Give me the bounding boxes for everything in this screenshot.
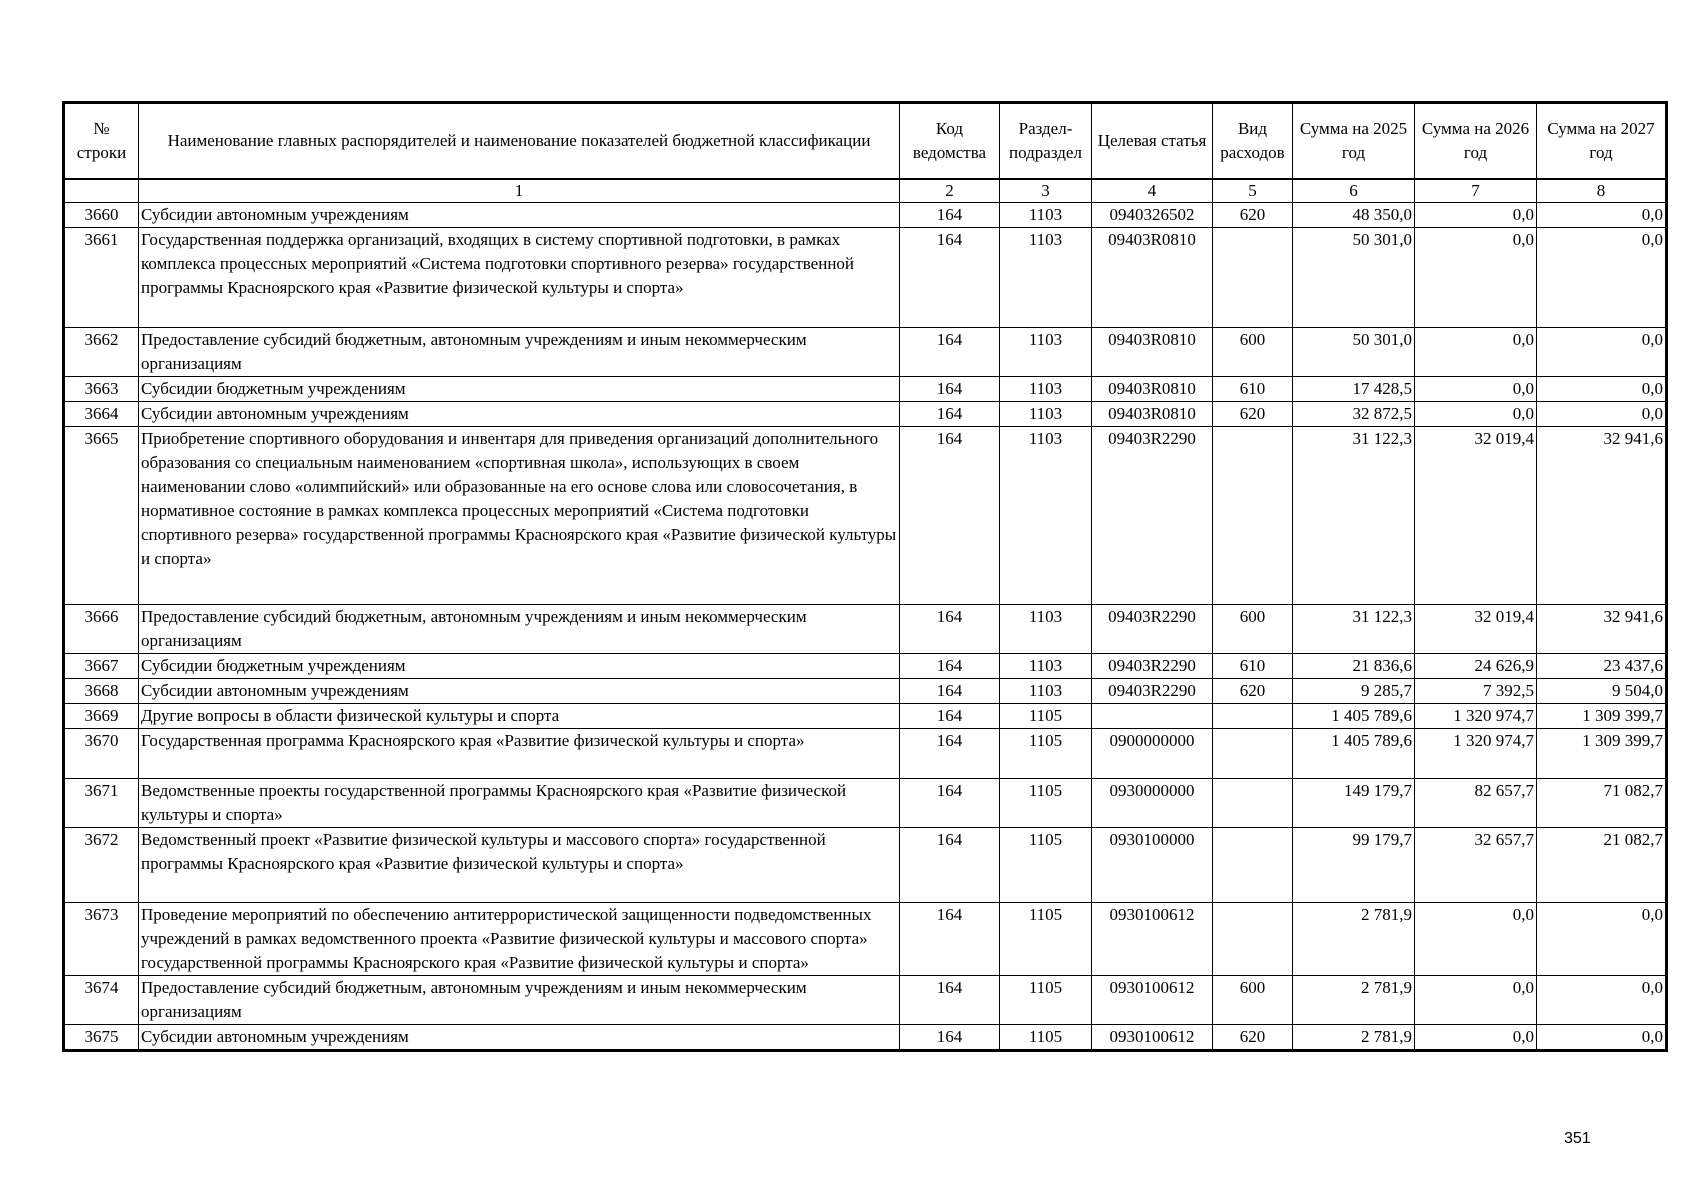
row-name: Предоставление субсидий бюджетным, автономным учреждениям и иным некоммерческим организациям	[139, 605, 900, 654]
row-name: Предоставление субсидий бюджетным, автономным учреждениям и иным некоммерческим организациям	[139, 328, 900, 377]
row-section: 1103	[1000, 377, 1092, 402]
row-expense-type	[1213, 779, 1293, 828]
row-sum-2026: 82 657,7	[1415, 779, 1537, 828]
table-row	[64, 976, 1667, 1025]
row-number: 3673	[64, 903, 139, 976]
row-dept-code: 164	[900, 903, 1000, 976]
row-number: 3672	[64, 828, 139, 903]
row-sum-2025: 2 781,9	[1293, 1025, 1415, 1051]
row-name: Приобретение спортивного оборудования и инвентаря для приведения организаций дополнительного образования со специальным наименованием «спортивная школа», использующих в своем наименовании слово «олимпийский» или образованные на его основе слова или словосочетания, в нормативное состояние в рамках комплекса процессных мероприятий «Система подготовки спортивного резерва» государственной программы Красноярского края «Развитие физической культуры и спорта»	[139, 427, 900, 605]
row-sum-2026: 0,0	[1415, 402, 1537, 427]
table-row	[64, 402, 1667, 427]
table-row	[64, 328, 1667, 377]
column-number: 3	[1000, 179, 1092, 203]
row-dept-code: 164	[900, 377, 1000, 402]
budget-table	[62, 101, 1668, 1052]
row-number: 3662	[64, 328, 139, 377]
column-number-blank	[64, 179, 139, 203]
row-name: Субсидии автономным учреждениям	[139, 203, 900, 228]
column-number: 5	[1213, 179, 1293, 203]
row-expense-type: 620	[1213, 679, 1293, 704]
row-sum-2026: 0,0	[1415, 976, 1537, 1025]
row-number: 3671	[64, 779, 139, 828]
row-name: Субсидии автономным учреждениям	[139, 1025, 900, 1051]
row-target: 0930100612	[1092, 1025, 1213, 1051]
row-sum-2027: 0,0	[1537, 976, 1667, 1025]
row-sum-2027: 0,0	[1537, 1025, 1667, 1051]
row-name: Ведомственный проект «Развитие физической культуры и массового спорта» государственной программы Красноярского края «Развитие физической культуры и спорта»	[139, 828, 900, 903]
row-sum-2025: 2 781,9	[1293, 976, 1415, 1025]
row-sum-2026: 1 320 974,7	[1415, 729, 1537, 779]
row-expense-type	[1213, 427, 1293, 605]
row-name: Предоставление субсидий бюджетным, автономным учреждениям и иным некоммерческим организациям	[139, 976, 900, 1025]
row-number: 3665	[64, 427, 139, 605]
header-row-num: № строки	[64, 103, 139, 180]
row-expense-type: 620	[1213, 203, 1293, 228]
row-dept-code: 164	[900, 779, 1000, 828]
row-expense-type: 600	[1213, 976, 1293, 1025]
header-name: Наименование главных распорядителей и наименование показателей бюджетной классификации	[139, 103, 900, 180]
table-row	[64, 377, 1667, 402]
page-number: 351	[1564, 1130, 1591, 1147]
row-section: 1103	[1000, 679, 1092, 704]
table-row	[64, 1025, 1667, 1051]
row-target: 09403R0810	[1092, 377, 1213, 402]
table-row	[64, 828, 1667, 903]
column-number: 4	[1092, 179, 1213, 203]
row-target: 09403R0810	[1092, 402, 1213, 427]
column-number: 7	[1415, 179, 1537, 203]
row-dept-code: 164	[900, 828, 1000, 903]
header-sum-2027: Сумма на 2027 год	[1537, 103, 1667, 180]
row-section: 1105	[1000, 729, 1092, 779]
row-sum-2026: 32 019,4	[1415, 427, 1537, 605]
row-sum-2027: 0,0	[1537, 203, 1667, 228]
row-name: Субсидии бюджетным учреждениям	[139, 377, 900, 402]
row-dept-code: 164	[900, 976, 1000, 1025]
row-target: 09403R2290	[1092, 427, 1213, 605]
row-target: 0930100612	[1092, 903, 1213, 976]
row-sum-2025: 99 179,7	[1293, 828, 1415, 903]
row-sum-2025: 31 122,3	[1293, 427, 1415, 605]
table-row	[64, 228, 1667, 328]
row-number: 3667	[64, 654, 139, 679]
row-section: 1103	[1000, 427, 1092, 605]
row-sum-2027: 23 437,6	[1537, 654, 1667, 679]
row-sum-2025: 21 836,6	[1293, 654, 1415, 679]
row-number: 3675	[64, 1025, 139, 1051]
table-row	[64, 679, 1667, 704]
row-section: 1105	[1000, 828, 1092, 903]
row-expense-type: 610	[1213, 377, 1293, 402]
row-sum-2025: 149 179,7	[1293, 779, 1415, 828]
row-sum-2026: 0,0	[1415, 377, 1537, 402]
row-dept-code: 164	[900, 427, 1000, 605]
row-target: 0930100612	[1092, 976, 1213, 1025]
row-target: 09403R2290	[1092, 654, 1213, 679]
row-dept-code: 164	[900, 328, 1000, 377]
row-number: 3663	[64, 377, 139, 402]
row-section: 1105	[1000, 779, 1092, 828]
row-section: 1103	[1000, 605, 1092, 654]
header-row	[64, 103, 1667, 180]
row-sum-2027: 1 309 399,7	[1537, 729, 1667, 779]
column-number: 8	[1537, 179, 1667, 203]
row-dept-code: 164	[900, 1025, 1000, 1051]
row-expense-type	[1213, 828, 1293, 903]
row-expense-type	[1213, 228, 1293, 328]
table-row	[64, 704, 1667, 729]
header-sum-2025: Сумма на 2025 год	[1293, 103, 1415, 180]
row-sum-2027: 21 082,7	[1537, 828, 1667, 903]
row-name: Субсидии автономным учреждениям	[139, 402, 900, 427]
table-row	[64, 605, 1667, 654]
row-sum-2025: 1 405 789,6	[1293, 729, 1415, 779]
row-name: Другие вопросы в области физической культуры и спорта	[139, 704, 900, 729]
row-sum-2026: 0,0	[1415, 203, 1537, 228]
row-target: 0930100000	[1092, 828, 1213, 903]
row-sum-2026: 0,0	[1415, 1025, 1537, 1051]
row-dept-code: 164	[900, 605, 1000, 654]
row-sum-2027: 71 082,7	[1537, 779, 1667, 828]
row-target: 09403R2290	[1092, 605, 1213, 654]
header-dept-code: Код ведомства	[900, 103, 1000, 180]
row-section: 1103	[1000, 203, 1092, 228]
column-number: 6	[1293, 179, 1415, 203]
table-row	[64, 427, 1667, 605]
row-number: 3668	[64, 679, 139, 704]
row-sum-2025: 50 301,0	[1293, 328, 1415, 377]
row-sum-2026: 0,0	[1415, 903, 1537, 976]
row-expense-type	[1213, 704, 1293, 729]
row-dept-code: 164	[900, 228, 1000, 328]
row-name: Субсидии бюджетным учреждениям	[139, 654, 900, 679]
row-sum-2027: 32 941,6	[1537, 605, 1667, 654]
row-dept-code: 164	[900, 654, 1000, 679]
row-sum-2025: 17 428,5	[1293, 377, 1415, 402]
row-dept-code: 164	[900, 729, 1000, 779]
row-sum-2025: 2 781,9	[1293, 903, 1415, 976]
row-name: Ведомственные проекты государственной программы Красноярского края «Развитие физической культуры и спорта»	[139, 779, 900, 828]
row-sum-2027: 0,0	[1537, 903, 1667, 976]
row-dept-code: 164	[900, 203, 1000, 228]
row-dept-code: 164	[900, 402, 1000, 427]
table-row	[64, 903, 1667, 976]
row-number: 3664	[64, 402, 139, 427]
row-sum-2026: 24 626,9	[1415, 654, 1537, 679]
column-number: 2	[900, 179, 1000, 203]
row-target: 09403R0810	[1092, 328, 1213, 377]
row-section: 1103	[1000, 402, 1092, 427]
table-row	[64, 729, 1667, 779]
row-sum-2026: 0,0	[1415, 228, 1537, 328]
row-expense-type: 600	[1213, 605, 1293, 654]
table-row	[64, 779, 1667, 828]
column-number: 1	[139, 179, 900, 203]
row-expense-type: 620	[1213, 402, 1293, 427]
row-expense-type: 600	[1213, 328, 1293, 377]
row-sum-2027: 0,0	[1537, 402, 1667, 427]
row-sum-2025: 9 285,7	[1293, 679, 1415, 704]
row-target	[1092, 704, 1213, 729]
row-section: 1103	[1000, 328, 1092, 377]
row-section: 1105	[1000, 903, 1092, 976]
row-sum-2027: 0,0	[1537, 377, 1667, 402]
row-number: 3666	[64, 605, 139, 654]
row-sum-2026: 1 320 974,7	[1415, 704, 1537, 729]
row-number: 3661	[64, 228, 139, 328]
row-target: 0900000000	[1092, 729, 1213, 779]
row-section: 1105	[1000, 976, 1092, 1025]
row-expense-type: 610	[1213, 654, 1293, 679]
row-name: Проведение мероприятий по обеспечению антитеррористической защищенности подведомственных учреждений в рамках ведомственного проекта «Развитие физической культуры и массового спорта» государственной программы Красноярского края «Развитие физической культуры и спорта»	[139, 903, 900, 976]
row-section: 1105	[1000, 704, 1092, 729]
row-dept-code: 164	[900, 679, 1000, 704]
header-sum-2026: Сумма на 2026 год	[1415, 103, 1537, 180]
row-sum-2026: 7 392,5	[1415, 679, 1537, 704]
row-sum-2027: 32 941,6	[1537, 427, 1667, 605]
row-target: 0940326502	[1092, 203, 1213, 228]
row-section: 1103	[1000, 228, 1092, 328]
row-name: Субсидии автономным учреждениям	[139, 679, 900, 704]
row-number: 3660	[64, 203, 139, 228]
row-sum-2027: 1 309 399,7	[1537, 704, 1667, 729]
row-sum-2027: 9 504,0	[1537, 679, 1667, 704]
row-target: 0930000000	[1092, 779, 1213, 828]
row-expense-type	[1213, 903, 1293, 976]
row-name: Государственная поддержка организаций, входящих в систему спортивной подготовки, в рамках комплекса процессных мероприятий «Система подготовки спортивного резерва» государственной программы Красноярского края «Развитие физической культуры и спорта»	[139, 228, 900, 328]
row-section: 1103	[1000, 654, 1092, 679]
row-expense-type	[1213, 729, 1293, 779]
row-number: 3674	[64, 976, 139, 1025]
row-sum-2025: 32 872,5	[1293, 402, 1415, 427]
row-section: 1105	[1000, 1025, 1092, 1051]
row-target: 09403R0810	[1092, 228, 1213, 328]
header-section: Раздел-подраздел	[1000, 103, 1092, 180]
column-number-row	[64, 179, 1667, 203]
row-sum-2025: 48 350,0	[1293, 203, 1415, 228]
row-sum-2027: 0,0	[1537, 228, 1667, 328]
row-name: Государственная программа Красноярского края «Развитие физической культуры и спорта»	[139, 729, 900, 779]
header-expense-type: Вид расходов	[1213, 103, 1293, 180]
row-sum-2025: 31 122,3	[1293, 605, 1415, 654]
row-dept-code: 164	[900, 704, 1000, 729]
row-sum-2025: 50 301,0	[1293, 228, 1415, 328]
row-number: 3669	[64, 704, 139, 729]
row-sum-2025: 1 405 789,6	[1293, 704, 1415, 729]
row-sum-2027: 0,0	[1537, 328, 1667, 377]
header-target: Целевая статья	[1092, 103, 1213, 180]
table-row	[64, 654, 1667, 679]
row-sum-2026: 32 019,4	[1415, 605, 1537, 654]
row-number: 3670	[64, 729, 139, 779]
row-target: 09403R2290	[1092, 679, 1213, 704]
row-expense-type: 620	[1213, 1025, 1293, 1051]
table-row	[64, 203, 1667, 228]
row-sum-2026: 32 657,7	[1415, 828, 1537, 903]
row-sum-2026: 0,0	[1415, 328, 1537, 377]
